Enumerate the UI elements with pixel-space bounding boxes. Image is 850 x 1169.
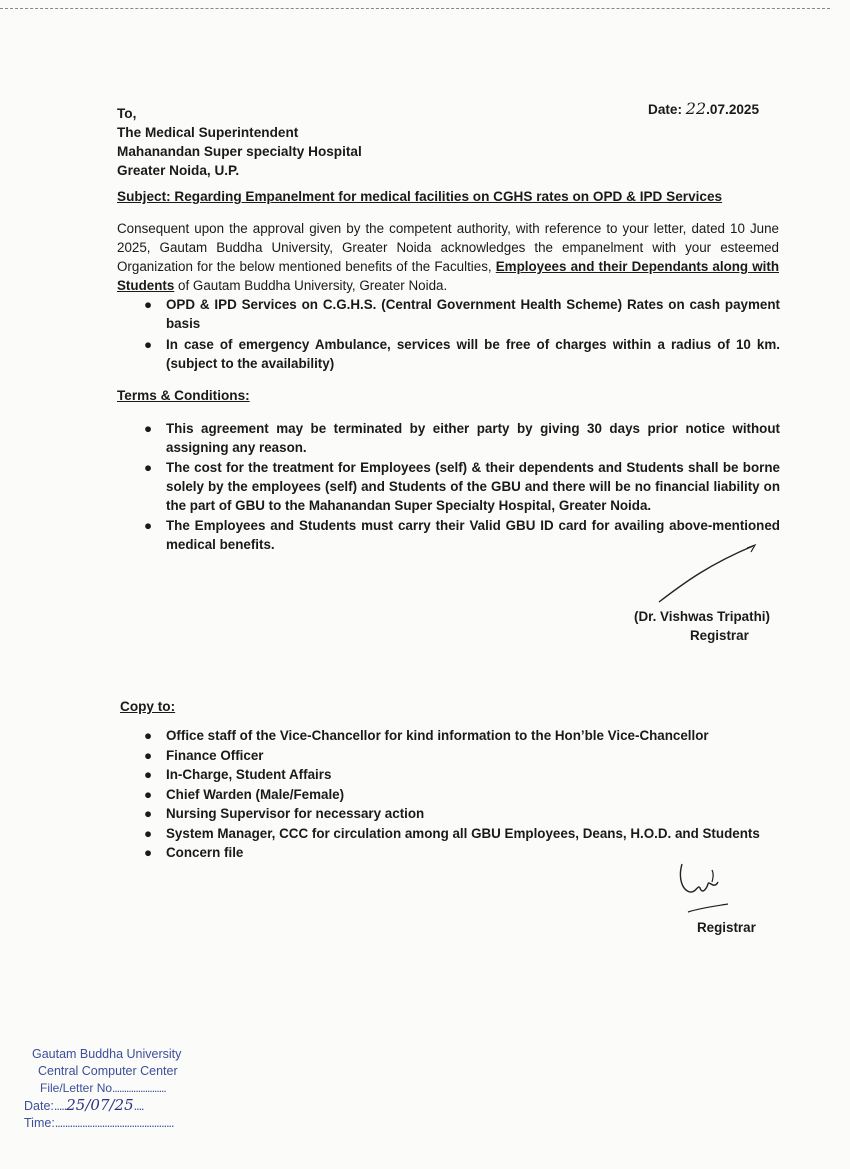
registrar-label: Registrar (697, 920, 756, 935)
bullet: ● (144, 806, 153, 821)
terms-list (144, 419, 780, 555)
intro-text: Consequent upon the approval given by the competent authority, with reference to your letter, dated 10 June 2025, Gautam Buddha University, Greater Noida acknowledges the empanelment with your esteemed Organization for the below mentioned benefits of the Faculties, (117, 221, 779, 274)
list-item (144, 746, 806, 765)
list-item (144, 765, 806, 784)
copy-to-heading: Copy to: (120, 699, 176, 714)
benefit-text: In case of emergency Ambulance, services will be free of charges within a radius of 10 km. (subject to the availability) (166, 337, 780, 371)
copy-recipient: Concern file (166, 845, 244, 860)
bullet: ● (144, 786, 153, 802)
terms-heading: Terms & Conditions: (117, 388, 250, 403)
stamp-department: Central Computer Center (38, 1064, 178, 1078)
page-top-edge (0, 8, 830, 9)
list-item (144, 335, 780, 373)
copy-recipient: System Manager, CCC for circulation among all GBU Employees, Deans, H.O.D. and Students (166, 825, 760, 841)
bullet: ● (144, 728, 153, 743)
copy-recipient: In-Charge, Student Affairs (166, 767, 332, 782)
bullet: ● (144, 747, 153, 763)
registrar-signature (655, 542, 765, 607)
subject-line: Subject: Regarding Empanelment for medical facilities on CGHS rates on OPD & IPD Services (117, 189, 723, 204)
copy-to-list (144, 726, 806, 863)
letter-date (648, 99, 759, 118)
copy-recipient: Chief Warden (Male/Female) (166, 786, 345, 802)
stamp-dots: .... (133, 1099, 144, 1113)
recipient-line: Greater Noida, U.P. (117, 163, 240, 178)
date-month-year: .07.2025 (706, 102, 760, 117)
bullet: ● (144, 845, 153, 860)
term-text: The Employees and Students must carry their Valid GBU ID card for availing above-mentioned medical benefits. (166, 518, 780, 552)
recipient-address (117, 104, 362, 180)
list-item (144, 295, 780, 333)
date-label: Date: (648, 102, 686, 117)
copy-recipient: Finance Officer (166, 747, 264, 763)
stamp-file-no (40, 1080, 181, 1097)
bullet: ● (144, 421, 153, 436)
date-handwritten-day: 22 (685, 99, 707, 118)
receipt-stamp (24, 1046, 181, 1132)
signatory-title: Registrar (690, 628, 749, 643)
term-text: This agreement may be terminated by either party by giving 30 days prior notice without assigning any reason. (166, 421, 780, 455)
stamp-dots: ..... (53, 1099, 67, 1113)
list-item (144, 726, 806, 745)
copy-recipient: Office staff of the Vice-Chancellor for kind information to the Hon’ble Vice-Chancellor (166, 728, 709, 743)
stamp-time (24, 1115, 181, 1132)
stamp-date-label: Date: (24, 1099, 54, 1113)
stamp-dots: ....................... (112, 1081, 166, 1095)
salutation: To, (117, 106, 137, 121)
bullet: ● (144, 518, 153, 533)
stamp-date-value: 25/07/25 (66, 1096, 134, 1114)
list-item (144, 419, 780, 457)
list-item (144, 458, 780, 515)
benefits-list (144, 295, 780, 375)
term-text: The cost for the treatment for Employees (self) & their dependents and Students shall be borne solely by the employees (self) and Students of the GBU and there will be no financial liability on the part of GBU to the Mahanandan Super Specialty Hospital, Greater Noida. (166, 460, 780, 513)
stamp-file-label: File/Letter No (40, 1081, 113, 1095)
intro-paragraph (117, 219, 779, 295)
list-item (144, 785, 806, 804)
intro-text-end: of Gautam Buddha University, Greater Noida. (174, 278, 448, 293)
stamp-time-label: Time: (24, 1116, 55, 1130)
bullet: ● (144, 825, 153, 841)
stamp-university: Gautam Buddha University (32, 1047, 182, 1061)
recipient-line: The Medical Superintendent (117, 125, 299, 140)
bullet: ● (144, 337, 153, 352)
list-item (144, 824, 806, 843)
recipient-line: Mahanandan Super specialty Hospital (117, 144, 362, 159)
signatory-name: (Dr. Vishwas Tripathi) (634, 609, 770, 624)
registrar-initials-signature (676, 860, 736, 920)
stamp-date (24, 1097, 181, 1115)
copy-recipient: Nursing Supervisor for necessary action (166, 806, 425, 821)
bullet: ● (144, 767, 153, 782)
benefit-text: OPD & IPD Services on C.G.H.S. (Central Government Health Scheme) Rates on cash payment basis (166, 297, 780, 331)
bullet: ● (144, 297, 153, 312)
bullet: ● (144, 460, 153, 475)
stamp-dots: ................................................ (54, 1116, 174, 1130)
intro-emphasis: Employees and their Dependants along with Students (117, 259, 779, 293)
list-item (144, 804, 806, 823)
